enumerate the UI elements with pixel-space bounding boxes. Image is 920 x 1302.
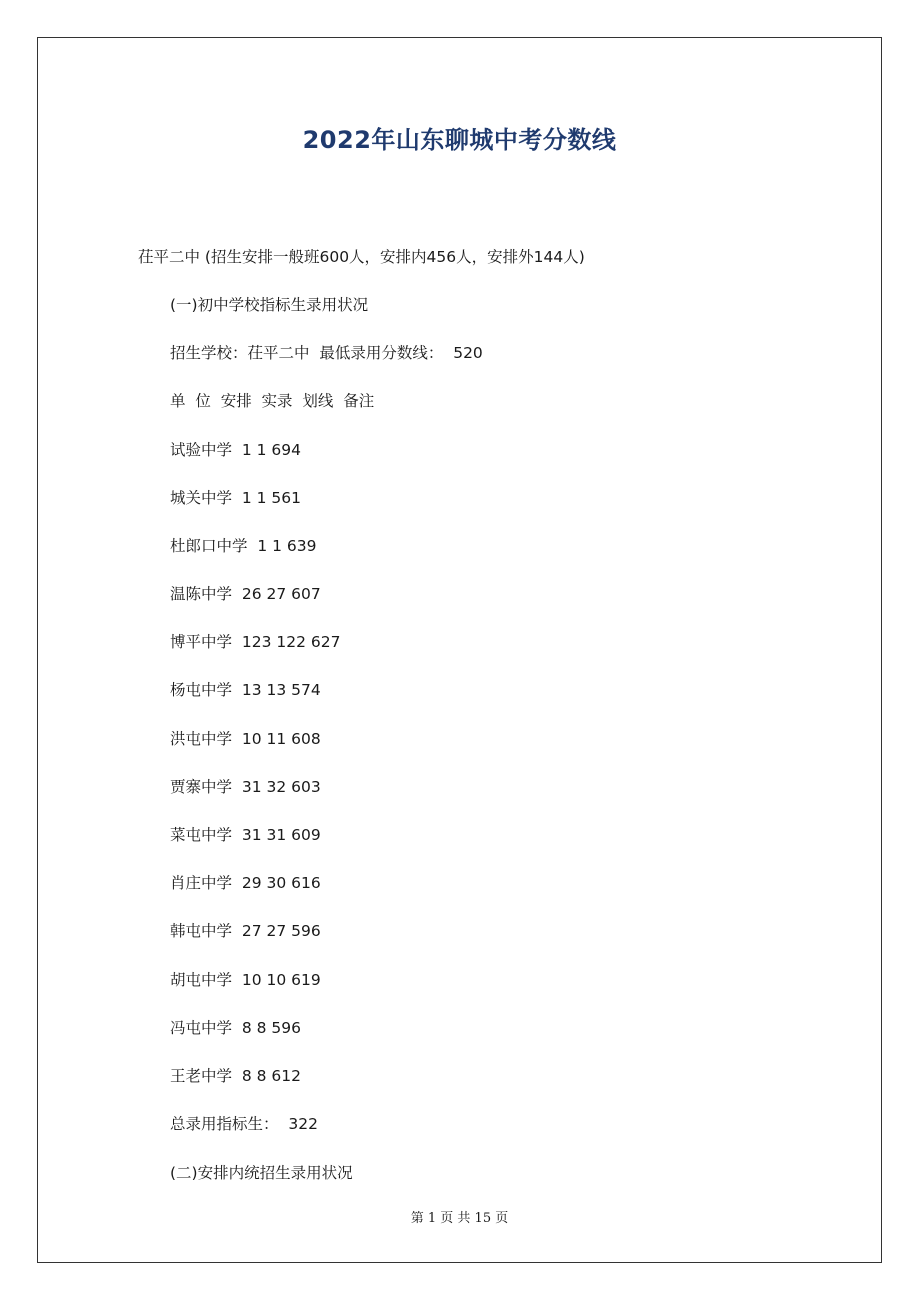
table-row: 菜屯中学 31 31 609 bbox=[170, 826, 321, 844]
table-row: 杜郎口中学 1 1 639 bbox=[170, 537, 317, 555]
table-row: 王老中学 8 8 612 bbox=[170, 1067, 302, 1085]
table-row: 贾寨中学 31 32 603 bbox=[170, 778, 321, 796]
table-header: 单 位 安排 实录 划线 备注 bbox=[170, 392, 375, 410]
table-row: 肖庄中学 29 30 616 bbox=[170, 874, 321, 892]
intro-paragraph: 茌平二中 (招生安排一般班600人，安排内456人，安排外144人) bbox=[138, 248, 585, 266]
section1-heading: (一)初中学校指标生录用状况 bbox=[170, 296, 369, 314]
page-frame bbox=[37, 37, 882, 1263]
table-row: 博平中学 123 122 627 bbox=[170, 633, 341, 651]
table-row: 胡屯中学 10 10 619 bbox=[170, 971, 321, 989]
table-row: 温陈中学 26 27 607 bbox=[170, 585, 321, 603]
school-info: 招生学校：茌平二中 最低录用分数线： 520 bbox=[170, 344, 483, 362]
table-row: 洪屯中学 10 11 608 bbox=[170, 730, 321, 748]
table-row: 韩屯中学 27 27 596 bbox=[170, 922, 321, 940]
total-line: 总录用指标生： 322 bbox=[170, 1115, 318, 1133]
section2-heading: (二)安排内统招生录用状况 bbox=[170, 1164, 353, 1182]
table-row: 冯屯中学 8 8 596 bbox=[170, 1019, 302, 1037]
document-title: 2022年山东聊城中考分数线 bbox=[302, 126, 617, 154]
table-row: 试验中学 1 1 694 bbox=[170, 441, 302, 459]
table-row: 城关中学 1 1 561 bbox=[170, 489, 302, 507]
page-footer: 第 1 页 共 15 页 bbox=[410, 1211, 509, 1226]
table-row: 杨屯中学 13 13 574 bbox=[170, 681, 321, 699]
